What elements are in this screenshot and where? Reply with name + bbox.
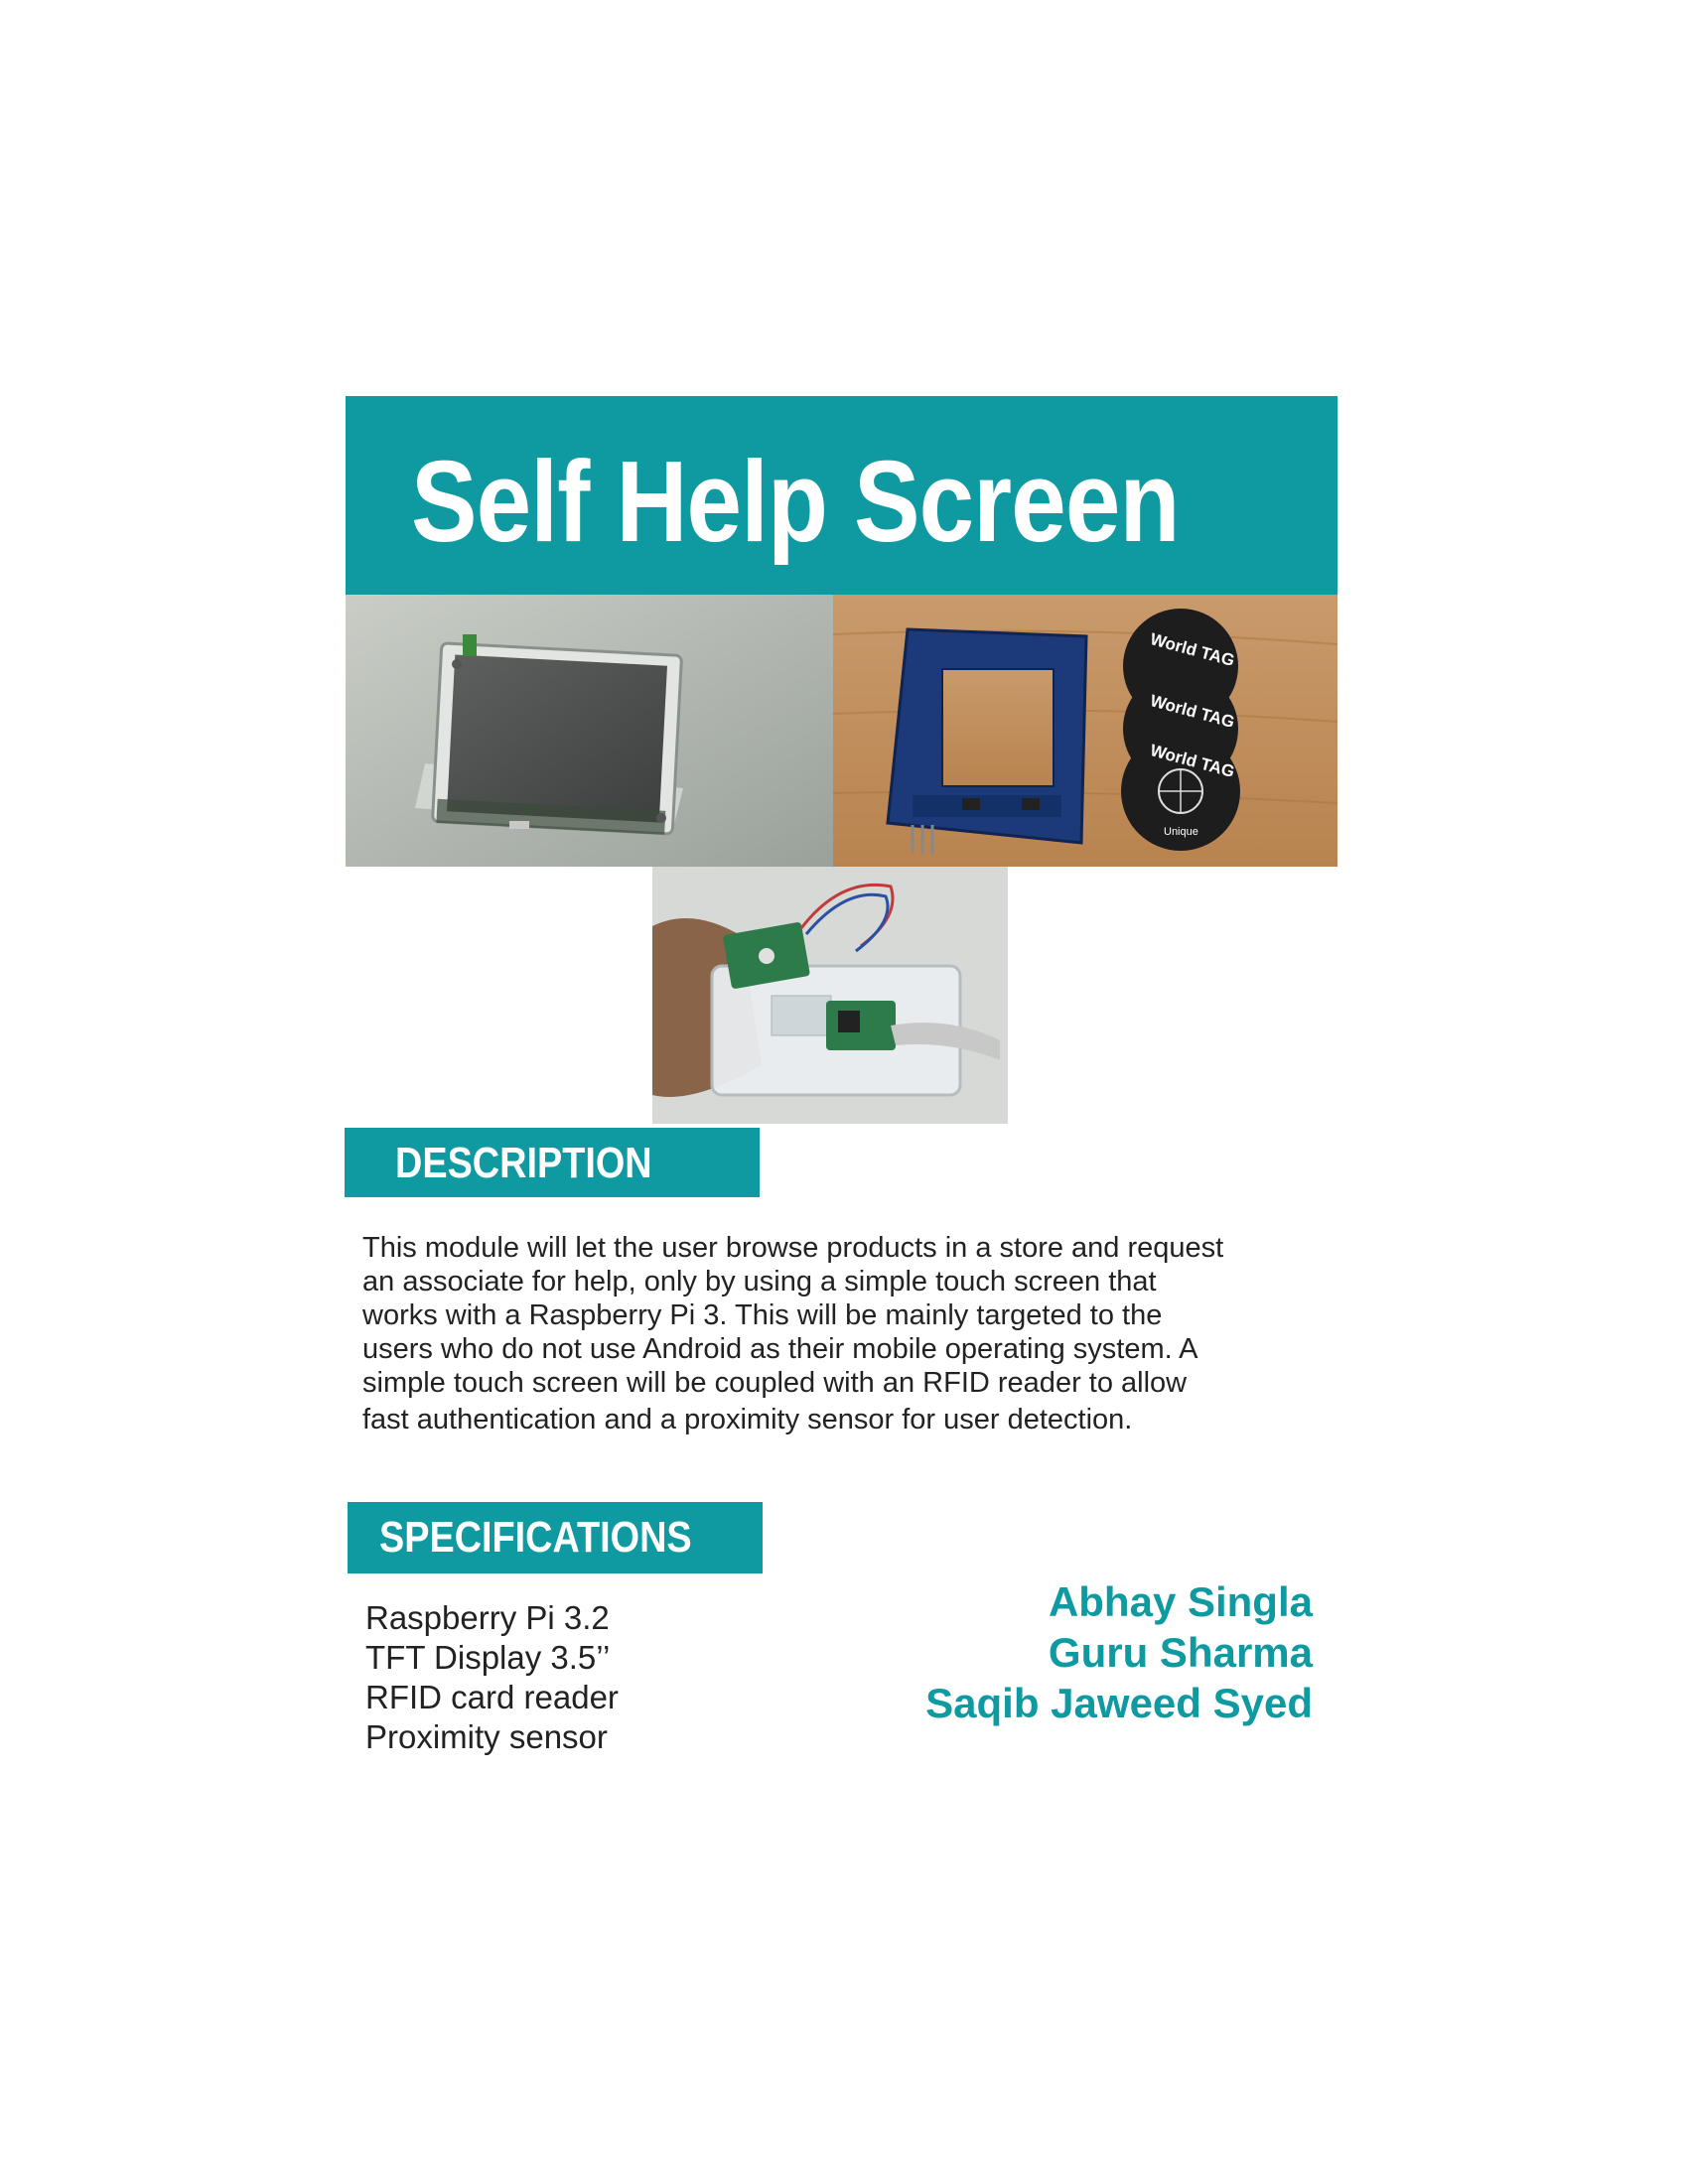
rfid-tag-label-3: World TAG (1148, 741, 1237, 782)
author-name: Abhay Singla (1048, 1578, 1313, 1625)
description-line: users who do not use Android as their mobile operating system. A (362, 1333, 1198, 1365)
specifications-list (365, 1598, 619, 1757)
rfid-tag-sublabel: Unique (1164, 826, 1198, 838)
description-line: This module will let the user browse products in a store and request (362, 1232, 1224, 1264)
description-line: fast authentication and a proximity sensor for user detection. (362, 1404, 1133, 1435)
author-name: Saqib Jaweed Syed (925, 1680, 1313, 1726)
page-title: Self Help Screen (411, 437, 1180, 566)
specifications-heading: SPECIFICATIONS (379, 1513, 692, 1562)
rfid-reader-illustration (833, 595, 1337, 867)
description-line: works with a Raspberry Pi 3. This will be mainly targeted to the (362, 1299, 1163, 1331)
spec-item: Raspberry Pi 3.2 (365, 1599, 610, 1636)
description-heading: DESCRIPTION (395, 1139, 652, 1187)
rfid-tag-label-1: World TAG (1148, 629, 1237, 671)
description-line: an associate for help, only by using a simple touch screen that (362, 1266, 1157, 1297)
tft-display-photo (346, 595, 833, 867)
spec-item: TFT Display 3.5’’ (365, 1639, 611, 1676)
rfid-reader-photo (833, 595, 1337, 867)
description-text (362, 1231, 1316, 1436)
authors-block (925, 1576, 1313, 1728)
description-line: simple touch screen will be coupled with an RFID reader to allow (362, 1367, 1188, 1399)
spec-item: RFID card reader (365, 1679, 619, 1715)
rfid-tag-label-2: World TAG (1148, 691, 1237, 733)
tft-display-illustration (346, 595, 833, 867)
author-name: Guru Sharma (1048, 1629, 1313, 1676)
spec-item: Proximity sensor (365, 1718, 608, 1755)
raspberry-pi-camera-illustration (652, 867, 1008, 1124)
raspberry-pi-camera-photo (652, 867, 1008, 1124)
